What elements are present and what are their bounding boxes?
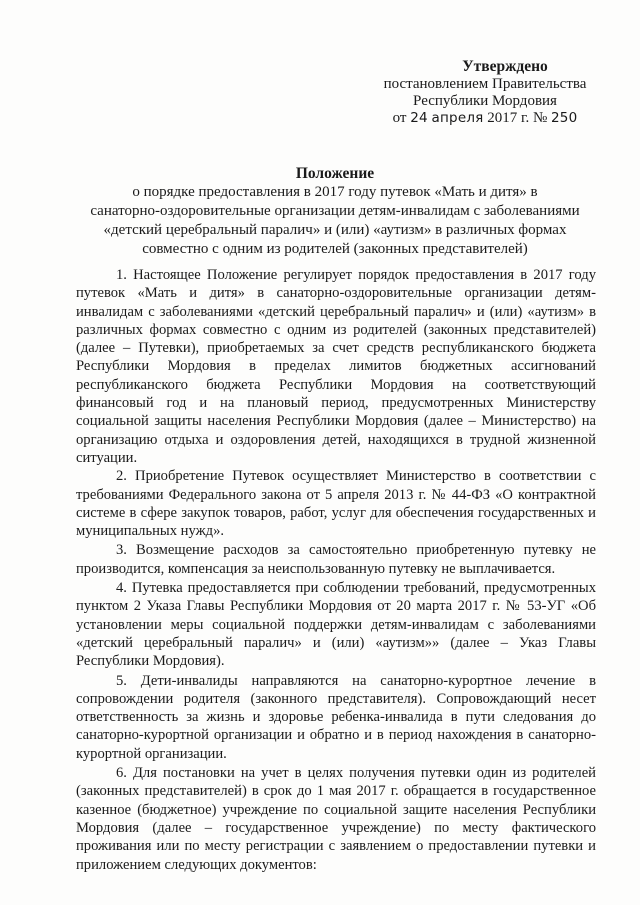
date-prefix: от (392, 110, 407, 126)
date-month: апреля (431, 110, 484, 126)
approval-line-2: Республики Мордовия (413, 93, 557, 109)
title-heading: Положение (295, 165, 375, 182)
approval-heading: Утверждено (462, 58, 548, 75)
paragraph-1: 1. Настоящее Положение регулирует порядок предоставления в 2017 году путевок «Мать и дитя» в санаторно-оздоровительные организации детям-инвалидам с заболеваниями «детский церебральный паралич» и (или) «аутизм» в различных формах совместно с одним из родителей (законных представителей) (далее – Путевки), приобретаемых за счет средств республиканского бюджета Республики Мордовия в пределах лимитов бюджетных ассигнований республиканского бюджета Республики Мордовия на соответствующий финансовый год и на плановый период, предусмотренных Министерству социальной защиты населения Республики Мордовия (далее – Министерство) на организацию отдыха и оздоровления детей, находящихся в трудной жизненной ситуации. (76, 267, 596, 466)
paragraph-4: 4. Путевка предоставляется при соблюдении требований, предусмотренных пунктом 2 Указа Главы Республики Мордовия от 20 марта 2017 г. № 53-УГ «Об установлении меры социальной поддержки детям-инвалидам с заболеваниями «детский церебральный паралич» и (или) «аутизм»» (далее – Указ Главы Республики Мордовия). (76, 580, 596, 670)
paragraph-6: 6. Для постановки на учет в целях получения путевки один из родителей (законных представителей) в срок до 1 мая 2017 г. обращается в государственное казенное (бюджетное) учреждение по социальной защите населения Республики Мордовия (далее – государственное учреждение) по месту фактического проживания или по месту регистрации с заявлением о предоставлении путевки и приложением следующих документов: (76, 765, 596, 873)
paragraph-2: 2. Приобретение Путевок осуществляет Министерство в соответствии с требованиями Федерального закона от 5 апреля 2013 г. № 44-ФЗ «О контрактной системе в сфере закупок товаров, работ, услуг для обеспечения государственных и муниципальных нужд». (76, 468, 596, 540)
paragraph-5: 5. Дети-инвалиды направляются на санаторно-курортное лечение в сопровождении родителя (законного представителя). Сопровождающий несет ответственность за жизнь и здоровье ребенка-инвалида в пути следования до санаторно-курортной организации и обратно и в период нахождения в санаторно-курортной организации. (76, 672, 596, 762)
document-body (76, 266, 596, 875)
title-line: совместно с одним из родителей (законных представителей) (142, 241, 528, 257)
approval-line-1: постановлением Правительства (383, 76, 587, 92)
document-title (70, 164, 600, 259)
date-year: 2017 г. № (487, 110, 548, 126)
title-line: о порядке предоставления в 2017 году путевок «Мать и дитя» в (132, 184, 538, 200)
document-number: 250 (551, 110, 578, 126)
title-line: «детский церебральный паралич» и (или) «аутизм» в различных формах (103, 222, 567, 238)
date-day: 24 (410, 110, 428, 126)
approval-date-line (370, 110, 600, 127)
paragraph-3: 3. Возмещение расходов за самостоятельно приобретенную путевку не производится, компенсация за неиспользованную путевку не выплачивается. (76, 542, 596, 577)
approval-stamp (370, 58, 600, 127)
title-line: санаторно-оздоровительные организации детям-инвалидам с заболеваниями (90, 203, 580, 219)
